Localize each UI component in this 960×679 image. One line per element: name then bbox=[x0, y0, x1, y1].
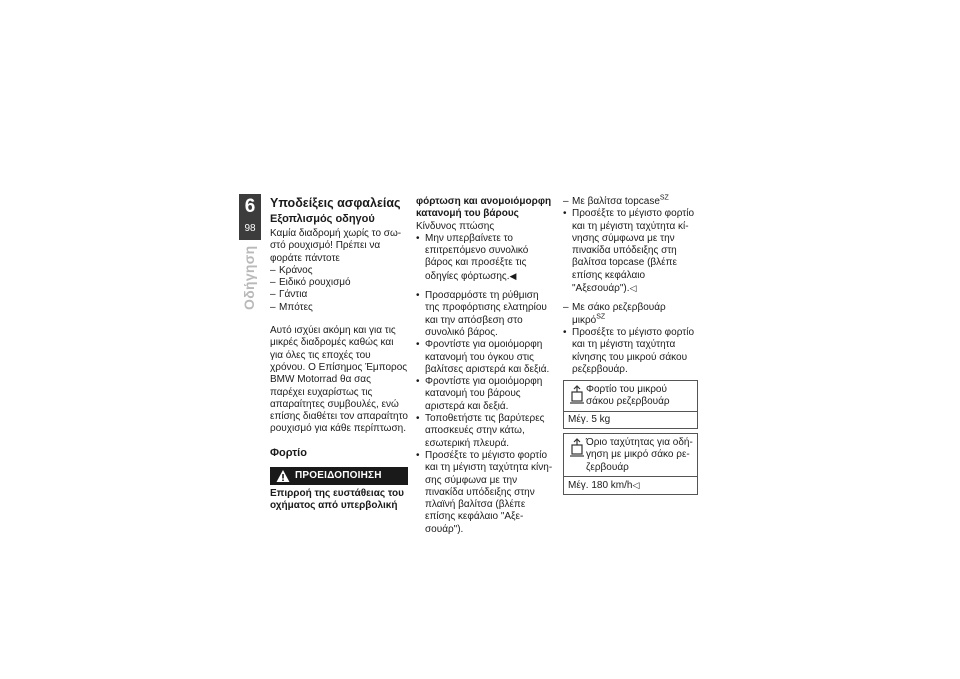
spec-value: Μέγ. 180 km/h◁ bbox=[568, 479, 640, 491]
section-heading-cargo: Φορτίο bbox=[270, 446, 307, 459]
danger-text: Κίνδυνος πτώσης bbox=[416, 220, 495, 232]
list-item: – Μπότες bbox=[270, 302, 408, 314]
section-heading-rider-equipment: Εξοπλισμός οδηγού bbox=[270, 213, 375, 225]
list-item: – Κράνος bbox=[270, 265, 408, 277]
warning-title-continued: φόρτωση και ανομοιόμορφη κατανομή του βάρους bbox=[416, 196, 552, 220]
spec-label: Φορτίο του μικρού σάκου ρεζερβουάρ bbox=[586, 384, 670, 408]
column-3 bbox=[563, 196, 698, 495]
page-title: Υποδείξεις ασφαλείας bbox=[270, 196, 401, 210]
option-badge: SZ bbox=[596, 313, 606, 321]
list-item: • Φροντίστε για ομοιόμορφη κατανομή του όγκου στις βαλίτσες αριστερά και δεξιά. bbox=[416, 339, 554, 376]
warning-banner bbox=[270, 467, 408, 485]
warning-list bbox=[416, 233, 554, 283]
list-item: • Τοποθετήστε τις βαρύτερες αποσκευές στην κάτω, εσωτερική πλευρά. bbox=[416, 413, 554, 450]
option-topcase: – Με βαλίτσα topcase$^{SZ}$ bbox=[563, 196, 698, 208]
speed-limit-icon bbox=[568, 437, 586, 459]
spec-value: Μέγ. 5 kg bbox=[568, 413, 611, 425]
list-item: • Φροντίστε για ομοιόμορφη κατανομή του βάρους αριστερά και δεξιά. bbox=[416, 376, 554, 413]
weight-icon bbox=[568, 384, 586, 406]
column-2 bbox=[416, 196, 554, 536]
spec-box-load bbox=[563, 380, 698, 429]
column-1 bbox=[270, 196, 408, 512]
equipment-list bbox=[270, 265, 408, 314]
spec-label: Όριο ταχύτητας για οδήγηση με μικρό σάκο ρεζερβουάρ bbox=[586, 437, 693, 473]
option-badge: SZ bbox=[659, 194, 669, 202]
list-item: • Προσέξτε το μέγιστο φορτίο και τη μέγιστη ταχύτητα κίνησης σύμφωνα με την πινακίδα υπόδειξης στη βαλίτσα topcase (βλέπε επίσης κεφάλαιο "Αξεσουάρ").◁ bbox=[563, 208, 698, 295]
list-item: – Γάντια bbox=[270, 289, 408, 301]
list-item: • Προσαρμόστε τη ρύθμιση της προφόρτισης ελατηρίου και την απόσβεση στο συνολικό βάρος. bbox=[416, 290, 554, 339]
instruction-list bbox=[416, 290, 554, 536]
option-tank-bag: – Με σάκο ρεζερβουάρ μικρό$^{SZ}$ bbox=[563, 302, 698, 327]
end-marker-icon: ◁ bbox=[632, 479, 640, 490]
end-marker-icon: ◁ bbox=[629, 283, 637, 294]
warning-title: Επιρροή της ευστάθειας του οχήματος από υπερβολική bbox=[270, 487, 404, 512]
body-paragraph: Αυτό ισχύει ακόμη και για τις μικρές διαδρομές καθώς και για όλες τις εποχές του χρόνου. Ο Επίσημος Έμπορος BMW Motorrad θα σας παρέχει ευχαρίστως τις απαραίτητες συμβουλές, ενώ επίσης διαθέτει τον απαραίτητο ρουχισμό για κάθε περίπτωση. bbox=[270, 325, 408, 435]
warning-label: ΠΡΟΕΙΔΟΠΟΙΗΣΗ bbox=[295, 469, 382, 481]
list-item: • Μην υπερβαίνετε το επιτρεπόμενο συνολικό βάρος και προσέξτε τις οδηγίες φόρτωσης.◀ bbox=[416, 233, 554, 283]
warning-triangle-icon bbox=[276, 469, 290, 483]
intro-text: Καμία διαδρομή χωρίς το σωστό ρουχισμό! Πρέπει να φοράτε πάντοτε bbox=[270, 228, 402, 264]
list-item: • Προσέξτε το μέγιστο φορτίο και τη μέγιστη ταχύτητα κίνησης του μικρού σάκου ρεζερβουάρ. bbox=[563, 327, 698, 376]
list-item: • Προσέξτε το μέγιστο φορτίο και τη μέγιστη ταχύτητα κίνησης σύμφωνα με την πινακίδα υπόδειξης στην πλαϊνή βαλίτσα (βλέπε επίσης κεφάλαιο "Αξεσουάρ"). bbox=[416, 450, 554, 536]
chapter-number: 6 bbox=[244, 196, 256, 217]
page-number: 98 bbox=[244, 223, 256, 234]
list-item: – Ειδικό ρουχισμό bbox=[270, 277, 408, 289]
section-label: Οδήγηση bbox=[241, 245, 257, 310]
end-marker-icon: ◀ bbox=[509, 270, 517, 281]
spec-box-speed bbox=[563, 433, 698, 495]
